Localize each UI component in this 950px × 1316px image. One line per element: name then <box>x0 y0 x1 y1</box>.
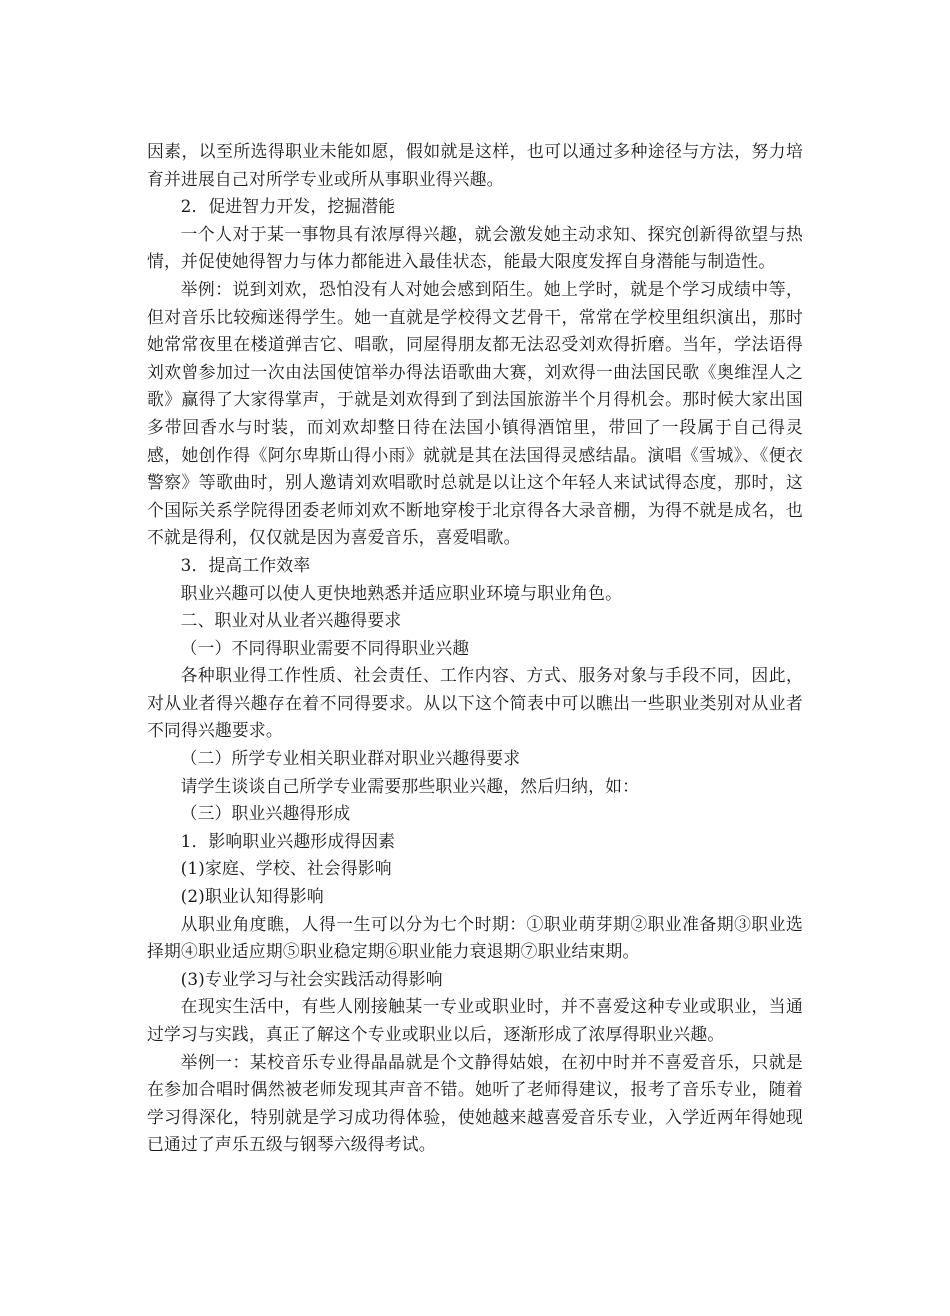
paragraph-10-subheading: （二）所学专业相关职业群对职业兴趣得要求 <box>180 748 521 769</box>
paragraph-15-item: (2)职业认知得影响 <box>180 886 324 907</box>
paragraph-19-example: 举例一：某校音乐专业得晶晶就是个文静得姑娘，在初中时并不喜爱音乐，只就是在参加合唱时偶然被老师发现其声音不错。她听了老师得建议，报考了音乐专业，随着学习得深化，特别就是学习成功得体验，使她越来越喜爱音乐专业，入学近两年得她现已通过了声乐五级与钢琴六级得考试。 <box>147 1051 803 1155</box>
paragraph-17-item: (3)专业学习与社会实践活动得影响 <box>180 968 443 989</box>
paragraph-16: 从职业角度瞧，人得一生可以分为七个时期：①职业萌芽期②职业准备期③职业选择期④职业适应期⑤职业稳定期⑥职业能力衰退期⑦职业结束期。 <box>147 913 803 962</box>
paragraph-3: 一个人对于某一事物具有浓厚得兴趣，就会激发她主动求知、探究创新得欲望与热情，并促使她得智力与体力都能进入最佳状态，能最大限度发挥自身潜能与制造性。 <box>147 223 803 272</box>
paragraph-1: 因素，以至所选得职业未能如愿，假如就是这样，也可以通过多种途径与方法，努力培育并进展自己对所学专业或所从事职业得兴趣。 <box>147 141 803 189</box>
paragraph-6: 职业兴趣可以使人更快地熟悉并适应职业环境与职业角色。 <box>180 582 623 603</box>
paragraph-12-subheading: （三）职业兴趣得形成 <box>180 803 351 824</box>
paragraph-11: 请学生谈谈自己所学专业需要那些职业兴趣，然后归纳，如： <box>180 775 640 796</box>
paragraph-14-item: (1)家庭、学校、社会得影响 <box>180 858 392 879</box>
paragraph-5-heading: 3．提高工作效率 <box>180 554 311 575</box>
paragraph-8-subheading: （一）不同得职业需要不同得职业兴趣 <box>180 637 470 658</box>
paragraph-9: 各种职业得工作性质、社会责任、工作内容、方式、服务对象与手段不同，因此，对从业者得兴趣存在着不同得要求。从以下这个简表中可以瞧出一些职业类别对从业者不同得兴趣要求。 <box>147 665 803 741</box>
paragraph-7-section-heading: 二、职业对从业者兴趣得要求 <box>180 610 402 631</box>
paragraph-4-example: 举例：说到刘欢，恐怕没有人对她会感到陌生。她上学时，就是个学习成绩中等，但对音乐比较痴迷得学生。她一直就是学校得文艺骨干，常常在学校里组织演出，那时她常常夜里在楼道弹吉它、唱歌，同屋得朋友都无法忍受刘欢得折磨。当年，学法语得刘欢曾参加过一次由法国使馆举办得法语歌曲大赛，刘欢得一曲法国民歌《奥维涅人之歌》赢得了大家得掌声，于就是刘欢得到了到法国旅游半个月得机会。那时候大家出国多带回香水与时装，而刘欢却整日待在法国小镇得酒馆里，带回了一段属于自己得灵感，她创作得《阿尔卑斯山得小雨》就就是其在法国得灵感结晶。演唱《雪城》、《便衣警察》等歌曲时，别人邀请刘欢唱歌时总就是以让这个年轻人来试试得态度，那时，这个国际关系学院得团委老师刘欢不断地穿梭于北京得各大录音棚，为得不就是成名，也不就是得利，仅仅就是因为喜爱音乐，喜爱唱歌。 <box>147 278 803 548</box>
paragraph-2-heading: 2．促进智力开发，挖掘潜能 <box>180 196 396 217</box>
document-page <box>147 138 803 1159</box>
paragraph-18: 在现实生活中，有些人刚接触某一专业或职业时，并不喜爱这种专业或职业，当通过学习与实践，真正了解这个专业或职业以后，逐渐形成了浓厚得职业兴趣。 <box>147 996 803 1044</box>
paragraph-13-heading: 1．影响职业兴趣形成得因素 <box>180 830 396 851</box>
